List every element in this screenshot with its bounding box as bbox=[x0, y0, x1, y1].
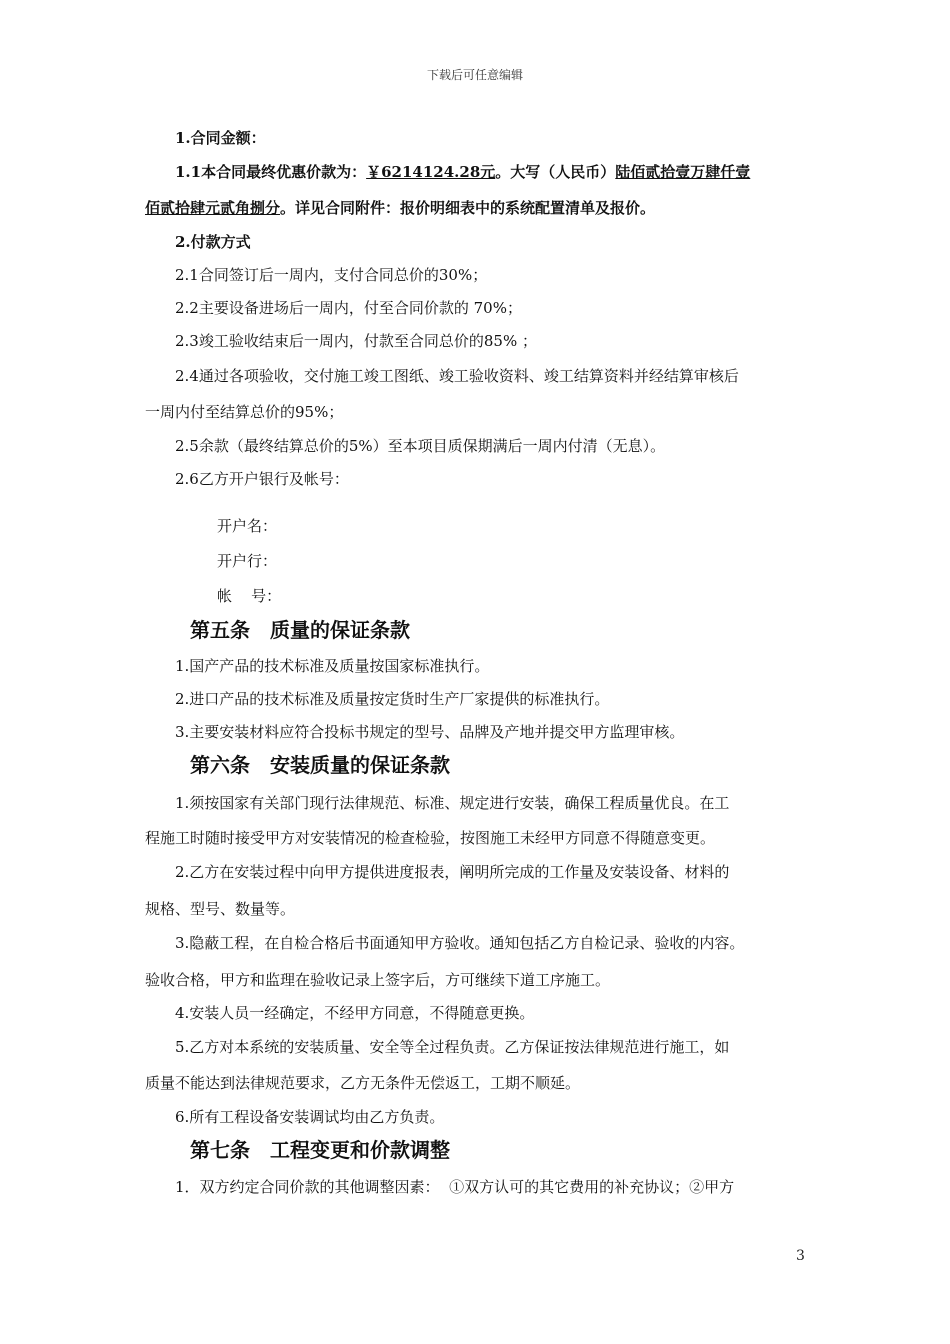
account-bank-label: 开户行： bbox=[217, 552, 278, 570]
section-number: 第六条 bbox=[190, 753, 250, 777]
section-title: 工程变更和价款调整 bbox=[270, 1138, 450, 1162]
section-item: 2.乙方在安装过程中向甲方提供进度报表，阐明所完成的工作量及安装设备、材料的 bbox=[175, 863, 730, 881]
section-item: 1．双方约定合同价款的其他调整因素： ①双方认可的其它费用的补充协议；②甲方 bbox=[175, 1178, 735, 1196]
section-item: 2.进口产品的技术标准及质量按定货时生产厂家提供的标准执行。 bbox=[175, 690, 610, 708]
amount-upper-part1: 陆佰贰拾壹万肆仟壹 bbox=[615, 163, 751, 181]
account-name-label: 开户名： bbox=[217, 517, 278, 535]
section-heading bbox=[190, 1137, 450, 1163]
payment-item: 2.3竣工验收结束后一周内，付款至合同总价的85% ； bbox=[175, 332, 537, 350]
amount-upper-part2: 佰贰拾肆元贰角捌分 bbox=[145, 199, 281, 217]
section-item-continued: 质量不能达到法律规范要求，乙方无条件无偿返工，工期不顺延。 bbox=[145, 1074, 581, 1092]
payment-item: 2.4通过各项验收，交付施工竣工图纸、竣工验收资料、竣工结算资料并经结算审核后 bbox=[175, 367, 739, 385]
section-heading bbox=[190, 752, 450, 778]
section-item: 4.安装人员一经确定，不经甲方同意，不得随意更换。 bbox=[175, 1004, 535, 1022]
contract-amount-line bbox=[175, 162, 845, 182]
account-number-label: 帐 号： bbox=[217, 587, 282, 605]
section-item: 3.主要安装材料应符合投标书规定的型号、品牌及产地并提交甲方监理审核。 bbox=[175, 723, 685, 741]
section-item-continued: 规格、型号、数量等。 bbox=[145, 900, 296, 918]
section-heading bbox=[190, 617, 410, 643]
contract-amount-title: 1.合同金额： bbox=[175, 129, 266, 147]
section-item: 3.隐蔽工程，在自检合格后书面通知甲方验收。通知包括乙方自检记录、验收的内容。 bbox=[175, 934, 745, 952]
section-item: 1.国产产品的技术标准及质量按国家标准执行。 bbox=[175, 657, 490, 675]
contract-amount-line-2 bbox=[145, 198, 815, 218]
payment-item: 2.6乙方开户银行及帐号： bbox=[175, 470, 349, 488]
payment-item: 2.2主要设备进场后一周内，付至合同价款的 70%； bbox=[175, 299, 522, 317]
page-number: 3 bbox=[796, 1248, 805, 1264]
section-number: 第五条 bbox=[190, 618, 250, 642]
section-item: 6.所有工程设备安装调试均由乙方负责。 bbox=[175, 1108, 445, 1126]
amount-prefix: 1.1本合同最终优惠价款为： bbox=[175, 163, 367, 181]
amount-upper-label: 。大写（人民币） bbox=[495, 163, 616, 181]
payment-item: 2.5余款（最终结算总价的5%）至本项目质保期满后一周内付清（无息）。 bbox=[175, 437, 666, 455]
payment-item-continued: 一周内付至结算总价的95%； bbox=[145, 403, 344, 421]
section-title: 安装质量的保证条款 bbox=[270, 753, 450, 777]
section-number: 第七条 bbox=[190, 1138, 250, 1162]
section-item: 1.须按国家有关部门现行法律规范、标准、规定进行安装，确保工程质量优良。在工 bbox=[175, 794, 730, 812]
section-item-continued: 程施工时随时接受甲方对安装情况的检查检验，按图施工未经甲方同意不得随意变更。 bbox=[145, 829, 716, 847]
amount-suffix: 。详见合同附件：报价明细表中的系统配置清单及报价。 bbox=[280, 199, 656, 217]
section-item: 5.乙方对本系统的安装质量、安全等全过程负责。乙方保证按法律规范进行施工，如 bbox=[175, 1038, 730, 1056]
amount-value: ￥6214124.28元 bbox=[366, 163, 496, 181]
page-header: 下载后可任意编辑 bbox=[426, 68, 523, 82]
payment-item: 2.1合同签订后一周内，支付合同总价的30%； bbox=[175, 266, 488, 284]
section-item-continued: 验收合格，甲方和监理在验收记录上签字后，方可继续下道工序施工。 bbox=[145, 971, 611, 989]
section-title: 质量的保证条款 bbox=[270, 618, 410, 642]
payment-method-title: 2.付款方式 bbox=[175, 233, 251, 251]
